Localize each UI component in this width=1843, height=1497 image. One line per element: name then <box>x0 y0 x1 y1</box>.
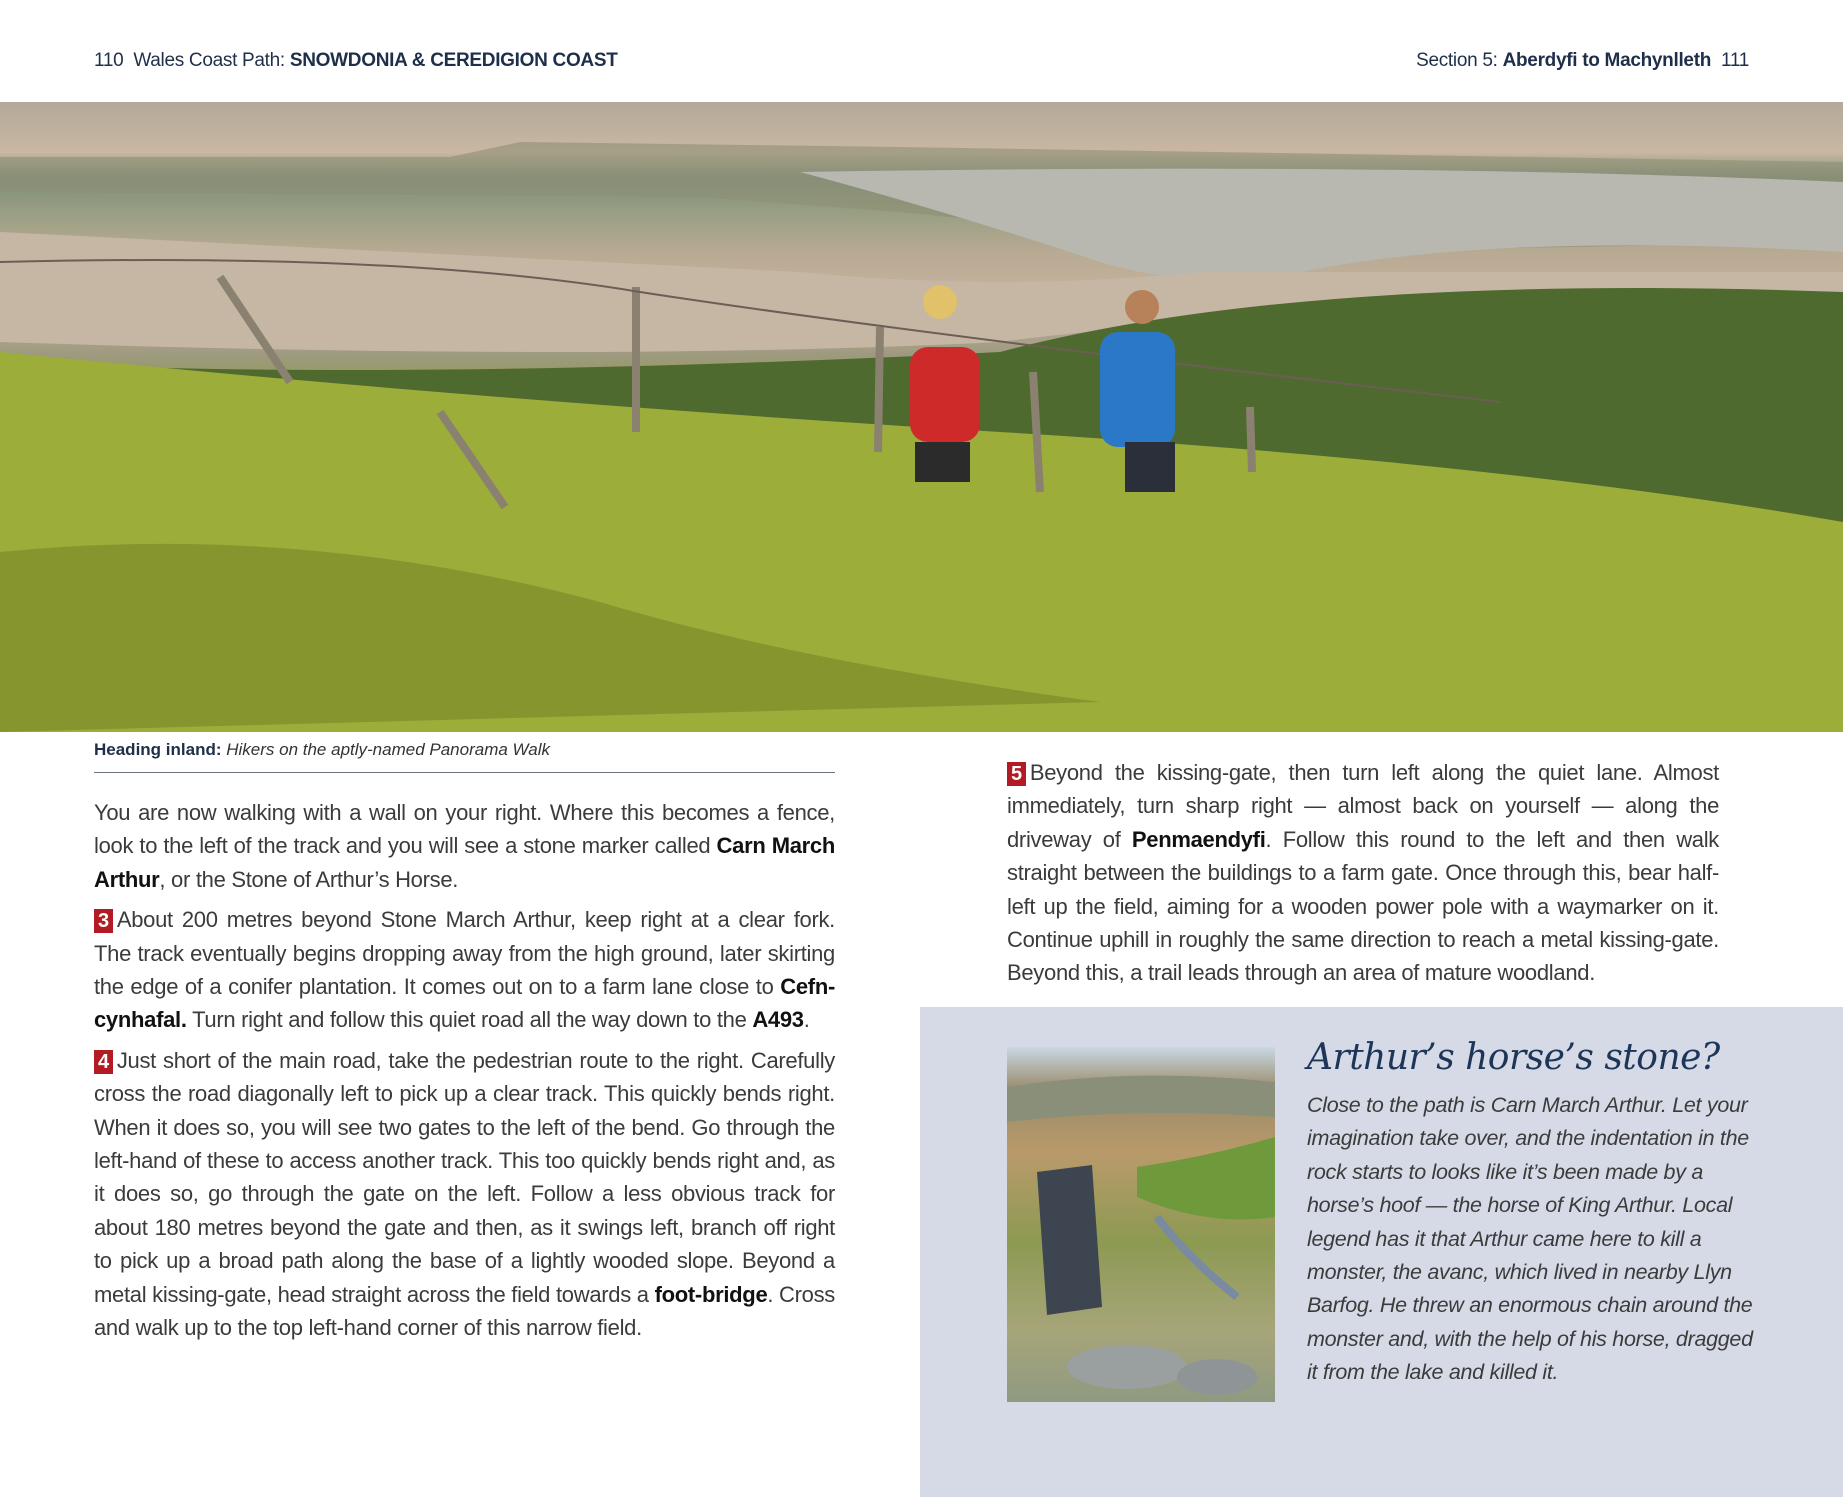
book-subtitle: SNOWDONIA & CEREDIGION COAST <box>289 50 618 71</box>
sidebar-text: Close to the path is Carn March Arthur. Let your imagination take over, and the indentation in the rock starts to looks like it’s been made by a horse’s hoof — the horse of King Arthur. Local legend has it that Arthur came here to kill a monster, the avanc, which lived in nearby Llyn Barfog. He threw an enormous chain around the monster and, with the help of his horse, dragged it from the lake and killed it. <box>1307 1093 1753 1385</box>
book-title: Wales Coast Path: <box>133 50 285 71</box>
stone-illustration <box>1007 1047 1275 1402</box>
step-number-badge: 3 <box>94 909 113 933</box>
place-name: Carn March Arthur <box>94 833 835 892</box>
section-title: Aberdyfi to Machynlleth <box>1502 50 1712 71</box>
sidebar-title: Arthur’s horse’s stone? <box>1307 1037 1720 1078</box>
paragraph-intro <box>94 796 835 896</box>
running-header-left <box>94 50 618 72</box>
text: About 200 metres beyond Stone March Arthur, keep right at a clear fork. The track eventually begins dropping away from the high ground, later skirting the edge of a conifer plantation. It comes out on to a farm lane close to <box>94 907 835 1000</box>
step-3 <box>94 903 835 1037</box>
place-name: Cefn-cynhafal. <box>94 974 835 1033</box>
right-column <box>1007 756 1719 997</box>
section-label: Section 5: <box>1416 50 1498 71</box>
left-column <box>94 796 835 1352</box>
page-number-left: 110 <box>94 50 124 71</box>
photo-caption <box>94 740 835 773</box>
text: Just short of the main road, take the pedestrian route to the right. Carefully cross the road diagonally left to pick up a clear track. This quickly bends right. When it does so, you will see two gates to the left of the bend. Go through the left-hand of these to access another track. This too quickly bends right and, as it does so, go through the gate on the left. Follow a less obvious track for about 180 metres beyond the gate and then, as it swings left, branch off right to pick up a broad path along the base of a lightly wooded slope. Beyond a metal kissing-gate, head straight across the field towards a <box>94 1047 835 1307</box>
text: . <box>803 1007 810 1033</box>
road-name: A493 <box>752 1007 804 1033</box>
landscape-illustration <box>0 102 1843 732</box>
text: , or the Stone of Arthur’s Horse. <box>159 866 459 892</box>
caption-label: Heading inland: <box>94 740 222 759</box>
running-header-right <box>1416 50 1749 72</box>
hikers-photo <box>0 102 1843 732</box>
text: . Cross and walk up to the top left-hand corner of this narrow field. <box>94 1281 836 1341</box>
sidebar-box <box>920 1007 1843 1497</box>
page-number-right: 111 <box>1721 50 1749 71</box>
text: . Follow this round to the left and then walk straight between the buildings to a farm gate. Once through this, bear half-left up the field, aiming for a wooden power pole with a waymarker on it. Continue uphill in roughly the same direction to reach a metal kissing-gate. Beyond this, a trail leads through an area of mature woodland. <box>1007 826 1720 986</box>
step-number-badge: 5 <box>1007 762 1026 786</box>
text: You are now walking with a wall on your right. Where this becomes a fence, look to the left of the track and you will see a stone marker called <box>94 800 835 859</box>
step-4 <box>94 1044 835 1345</box>
step-number-badge: 4 <box>94 1050 113 1074</box>
stone-marker-photo <box>1007 1047 1275 1402</box>
landmark-name: foot-bridge <box>654 1281 768 1307</box>
place-name: Penmaendyfi <box>1131 826 1266 852</box>
caption-text: Hikers on the aptly-named Panorama Walk <box>226 740 551 759</box>
step-5 <box>1007 756 1719 990</box>
text: Beyond the kissing-gate, then turn left along the quiet lane. Almost immediately, turn sharp right — almost back on yourself — along the driveway of <box>1007 760 1719 852</box>
text: Turn right and follow this quiet road all the way down to the <box>186 1007 753 1033</box>
